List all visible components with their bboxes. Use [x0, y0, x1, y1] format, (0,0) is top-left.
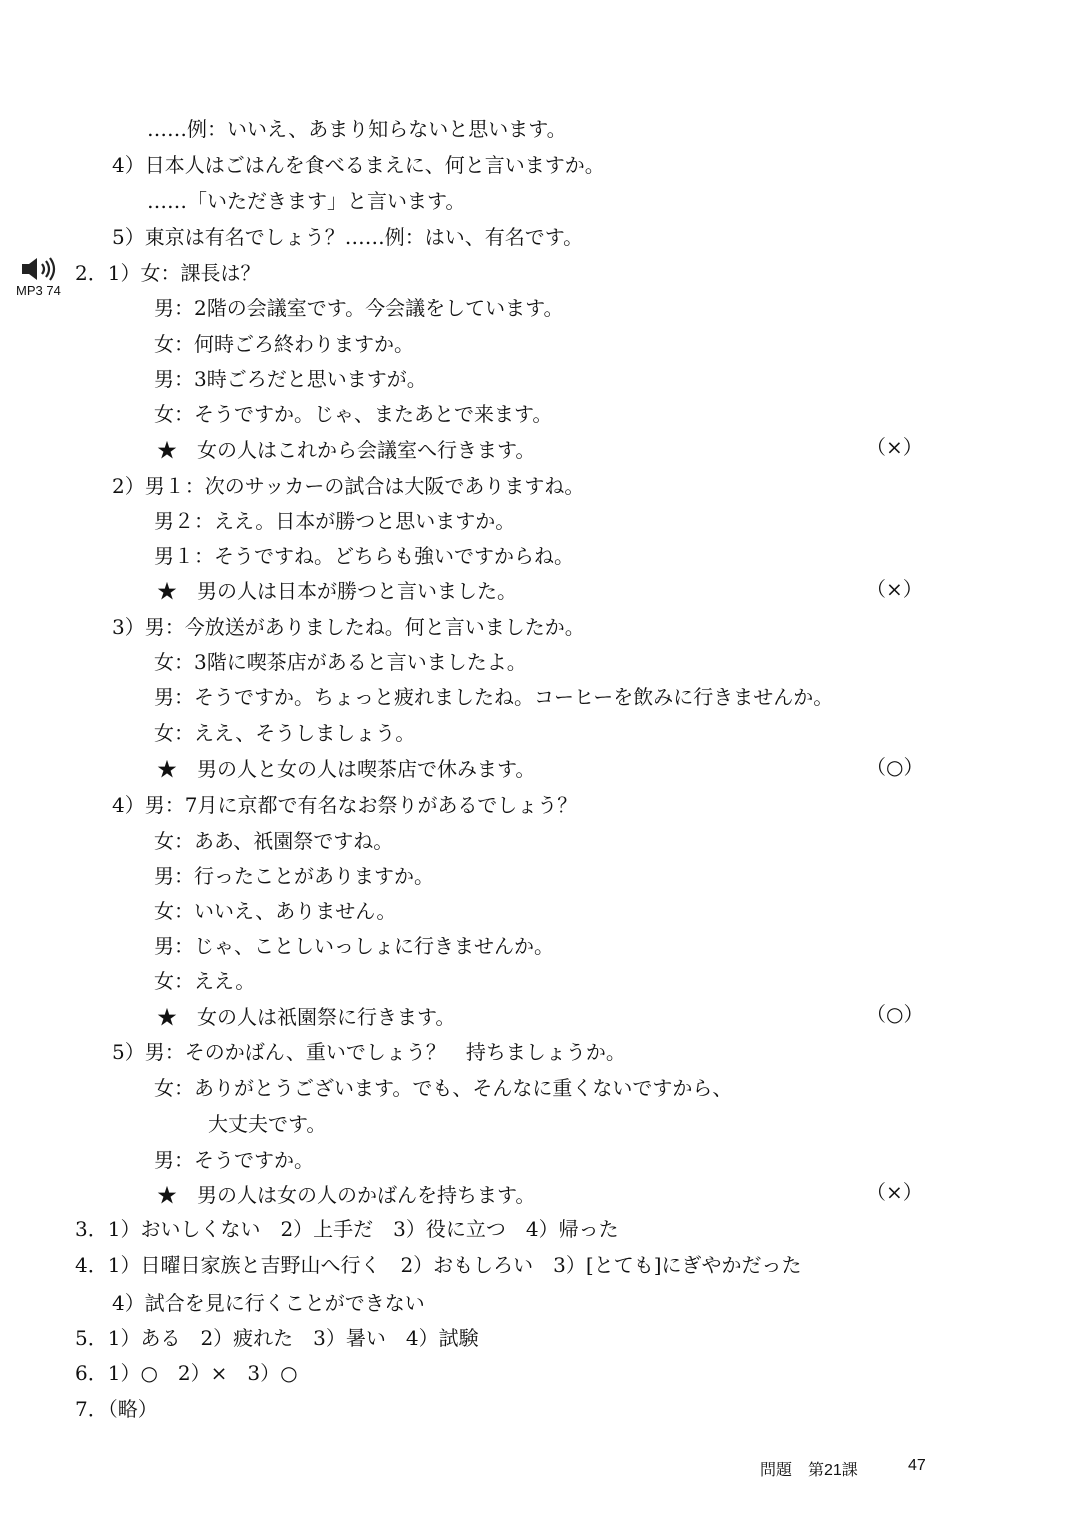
- line-16: 女：3階に喫茶店があると言いましたよ。: [154, 650, 527, 674]
- line-31: ★ 男の人は女の人のかばんを持ちます。: [157, 1183, 536, 1207]
- answer-mark-4: （○）: [866, 1002, 924, 1026]
- line-17: 男：そうですか。ちょっと疲れましたね。コーヒーを飲みに行きませんか。: [154, 685, 834, 709]
- line-23: 女：いいえ、ありません。: [154, 899, 397, 923]
- answer-mark-3: （○）: [866, 755, 924, 779]
- line-11: 2）男１：次のサッカーの試合は大阪でありますね。: [112, 474, 585, 498]
- page-number: 47: [908, 1457, 926, 1474]
- footer-section: 問題 第21課: [760, 1462, 858, 1479]
- line-7: 女：何時ごろ終わりますか。: [154, 332, 414, 356]
- line-10: ★ 女の人はこれから会議室へ行きます。: [157, 438, 536, 462]
- line-19: ★ 男の人と女の人は喫茶店で休みます。: [157, 757, 536, 781]
- answer-mark-1: （×）: [866, 435, 923, 459]
- line-28: 女：ありがとうございます。でも、そんなに重くないですから、: [154, 1076, 733, 1100]
- line-32: 3．1）おいしくない 2）上手だ 3）役に立つ 4）帰った: [75, 1217, 619, 1241]
- line-25: 女：ええ。: [154, 969, 256, 993]
- line-36: 6．1）○ 2）× 3）○: [75, 1361, 298, 1385]
- line-35: 5．1）ある 2）疲れた 3）暑い 4）試験: [75, 1326, 479, 1350]
- line-18: 女：ええ、そうしましょう。: [154, 721, 416, 745]
- line-9: 女：そうですか。じゃ、またあとで来ます。: [154, 402, 553, 426]
- line-29: 大丈夫です。: [208, 1112, 327, 1136]
- line-12: 男２：ええ。日本が勝つと思いますか。: [154, 509, 516, 533]
- line-15: 3）男：今放送がありましたね。何と言いましたか。: [112, 615, 585, 639]
- audio-track-label: MP3 74: [16, 283, 61, 298]
- line-21: 女：ああ、祇園祭ですね。: [154, 829, 394, 853]
- line-33: 4．1）日曜日家族と吉野山へ行く 2）おもしろい 3）[とても]にぎやかだった: [75, 1253, 802, 1277]
- line-30: 男：そうですか。: [154, 1148, 314, 1172]
- line-4: 5）東京は有名でしょう？……例：はい、有名です。: [112, 225, 584, 249]
- line-5: 2．1）女：課長は？: [75, 261, 261, 285]
- line-13: 男１：そうですね。どちらも強いですからね。: [154, 544, 574, 568]
- line-2: 4）日本人はごはんを食べるまえに、何と言いますか。: [112, 153, 605, 177]
- line-8: 男：3時ごろだと思いますが。: [154, 367, 427, 391]
- line-3: ……「いただきます」と言います。: [147, 189, 466, 213]
- speaker-icon[interactable]: [20, 256, 58, 282]
- answer-mark-5: （×）: [866, 1180, 923, 1204]
- line-34: 4）試合を見に行くことができない: [112, 1291, 425, 1315]
- line-37: 7．（略）: [75, 1397, 158, 1421]
- line-27: 5）男：そのかばん、重いでしょう？ 持ちましょうか。: [112, 1040, 626, 1064]
- line-6: 男：2階の会議室です。今会議をしています。: [154, 296, 564, 320]
- line-1: ……例：いいえ、あまり知らないと思います。: [147, 117, 567, 141]
- line-20: 4）男：7月に京都で有名なお祭りがあるでしょう？: [112, 793, 578, 817]
- line-24: 男：じゃ、ことしいっしょに行きませんか。: [154, 934, 554, 958]
- line-22: 男：行ったことがありますか。: [154, 864, 434, 888]
- answer-mark-2: （×）: [866, 577, 923, 601]
- line-26: ★ 女の人は祇園祭に行きます。: [157, 1005, 456, 1029]
- line-14: ★ 男の人は日本が勝つと言いました。: [157, 579, 517, 603]
